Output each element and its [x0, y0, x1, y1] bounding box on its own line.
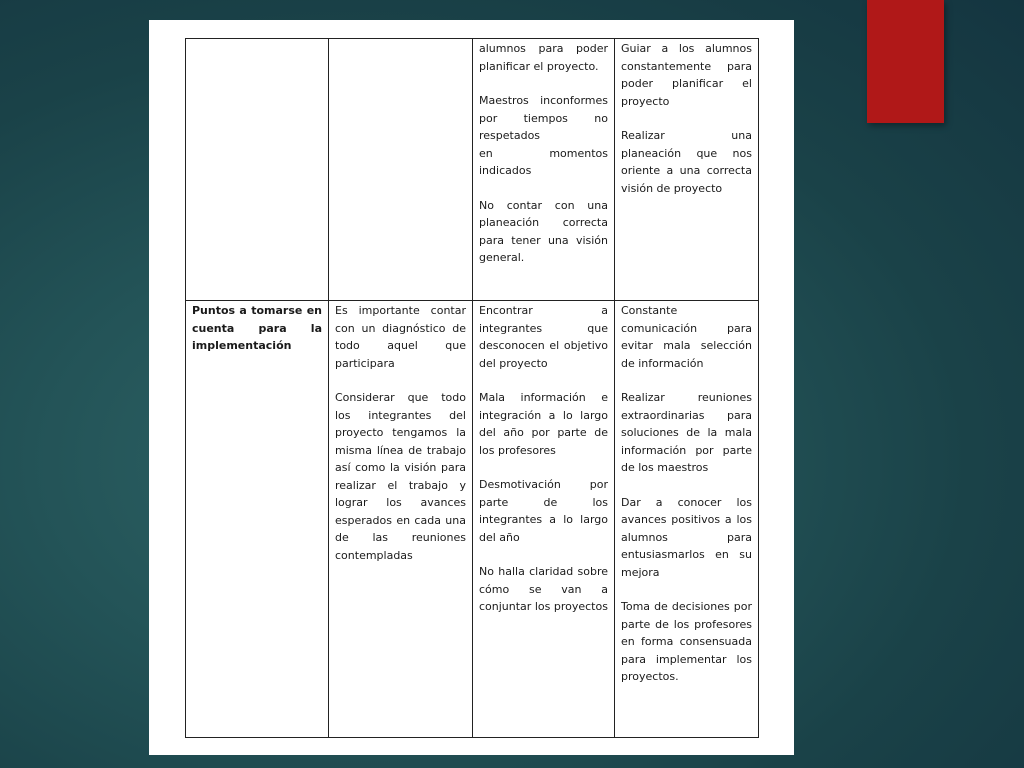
table-row: [186, 301, 759, 738]
document-page: [149, 20, 794, 755]
cell-paragraph: Maestros inconformes por tiempos no respetados en momentos indicados: [479, 94, 608, 177]
cell-paragraph: Es importante contar con un diagnóstico de todo aquel que participara: [335, 304, 466, 370]
planning-table: [185, 38, 759, 738]
table-row: [186, 39, 759, 301]
table-cell-action: [329, 301, 473, 738]
row-heading: Puntos a tomarse en cuenta para la implementación: [192, 304, 322, 352]
cell-paragraph: Realizar reuniones extraordinarias para soluciones de la mala información por parte de los maestros: [621, 391, 752, 474]
cell-paragraph: alumnos para poder planificar el proyecto.: [479, 42, 608, 73]
cell-paragraph: Guiar a los alumnos constantemente para poder planificar el proyecto: [621, 42, 752, 108]
table-cell-topic: [186, 39, 329, 301]
table-cell-problem: [473, 301, 615, 738]
cell-paragraph: Desmotivación por parte de los integrantes a lo largo del año: [479, 478, 608, 544]
table-cell-action: [329, 39, 473, 301]
table-cell-solution: [615, 301, 759, 738]
cell-paragraph: Encontrar a integrantes que desconocen el objetivo del proyecto: [479, 304, 608, 370]
table-cell-solution: [615, 39, 759, 301]
table-cell-topic: [186, 301, 329, 738]
cell-paragraph: Toma de decisiones por parte de los profesores en forma consensuada para implementar los proyectos.: [621, 600, 752, 683]
red-accent-block: [867, 0, 944, 123]
cell-paragraph: Mala información e integración a lo largo del año por parte de los profesores: [479, 391, 608, 457]
cell-paragraph: Considerar que todo los integrantes del proyecto tengamos la misma línea de trabajo así como la visión para realizar el trabajo y lograr los avances esperados en cada una de las reuniones contempladas: [335, 391, 466, 562]
cell-paragraph: Constante comunicación para evitar mala selección de información: [621, 304, 752, 370]
cell-paragraph: No contar con una planeación correcta para tener una visión general.: [479, 198, 608, 264]
cell-paragraph: No halla claridad sobre cómo se van a conjuntar los proyectos: [479, 565, 608, 613]
cell-paragraph: Dar a conocer los avances positivos a los alumnos para entusiasmarlos en su mejora: [621, 495, 752, 579]
cell-paragraph: Realizar una planeación que nos oriente a una correcta visión de proyecto: [621, 129, 752, 195]
table-cell-problem: [473, 39, 615, 301]
